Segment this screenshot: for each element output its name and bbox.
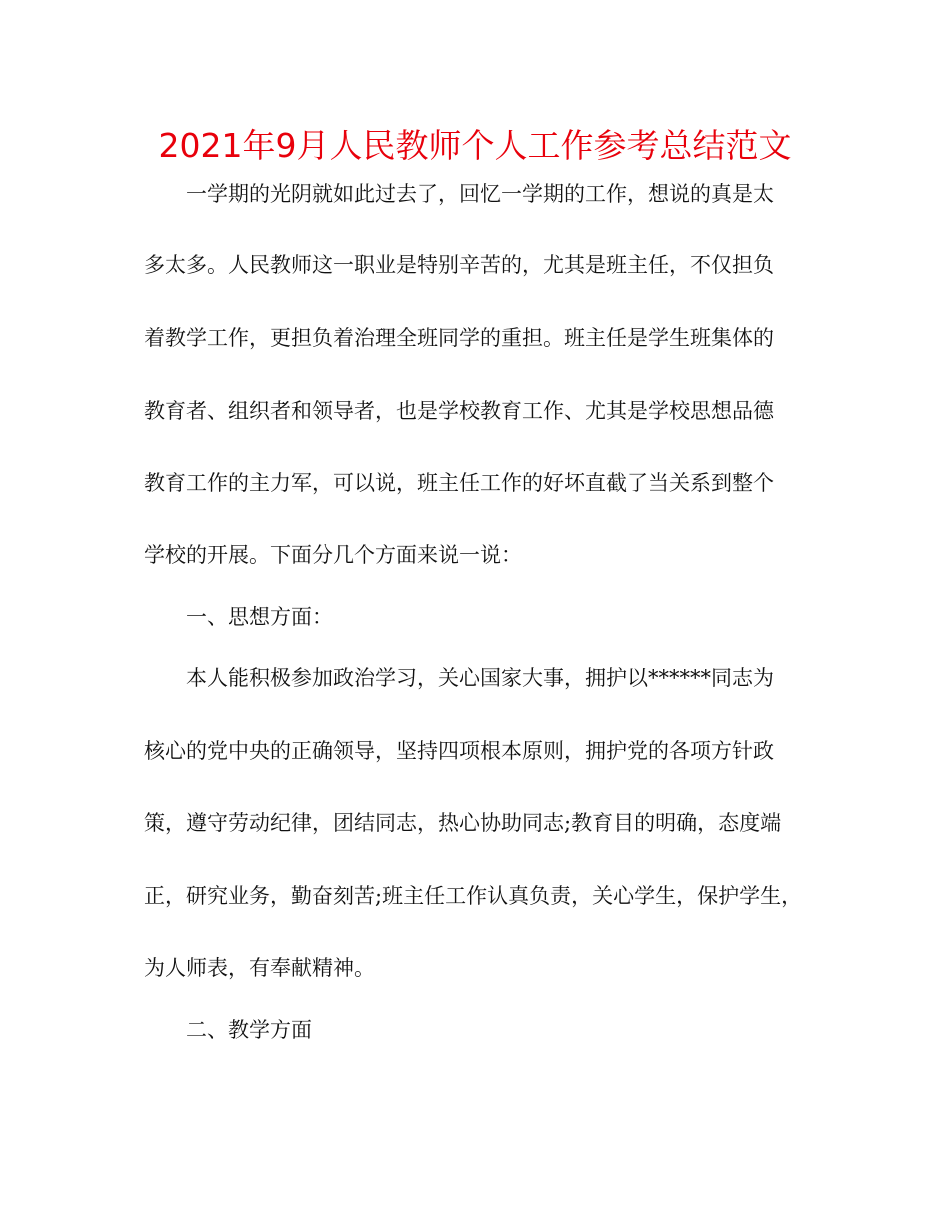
paragraph-line: 多太多。人民教师这一职业是特别辛苦的，尤其是班主任，不仅担负 — [144, 253, 774, 277]
paragraph-line: 学校的开展。下面分几个方面来说一说： — [144, 543, 522, 567]
paragraph-line: 策，遵守劳动纪律，团结同志，热心协助同志;教育目的明确，态度端 — [144, 811, 782, 835]
paragraph-line: 教育者、组织者和领导者，也是学校教育工作、尤其是学校思想品德 — [144, 399, 774, 423]
section-heading: 二、教学方面 — [186, 1018, 312, 1042]
paragraph-line: 一学期的光阴就如此过去了，回忆一学期的工作，想说的真是太 — [186, 182, 774, 206]
document-title: 2021年9月人民教师个人工作参考总结范文 — [158, 126, 792, 165]
section-heading: 一、思想方面： — [186, 605, 333, 629]
paragraph-line: 核心的党中央的正确领导，坚持四项根本原则，拥护党的各项方针政 — [144, 739, 774, 763]
paragraph-line: 教育工作的主力军，可以说，班主任工作的好坏直截了当关系到整个 — [144, 471, 774, 495]
paragraph-line: 为人师表，有奉献精神。 — [144, 956, 375, 980]
paragraph-line: 本人能积极参加政治学习，关心国家大事，拥护以******同志为 — [186, 666, 774, 690]
paragraph-line: 着教学工作，更担负着治理全班同学的重担。班主任是学生班集体的 — [144, 326, 774, 350]
paragraph-line: 正，研究业务，勤奋刻苦;班主任工作认真负责，关心学生，保护学生， — [144, 884, 803, 908]
